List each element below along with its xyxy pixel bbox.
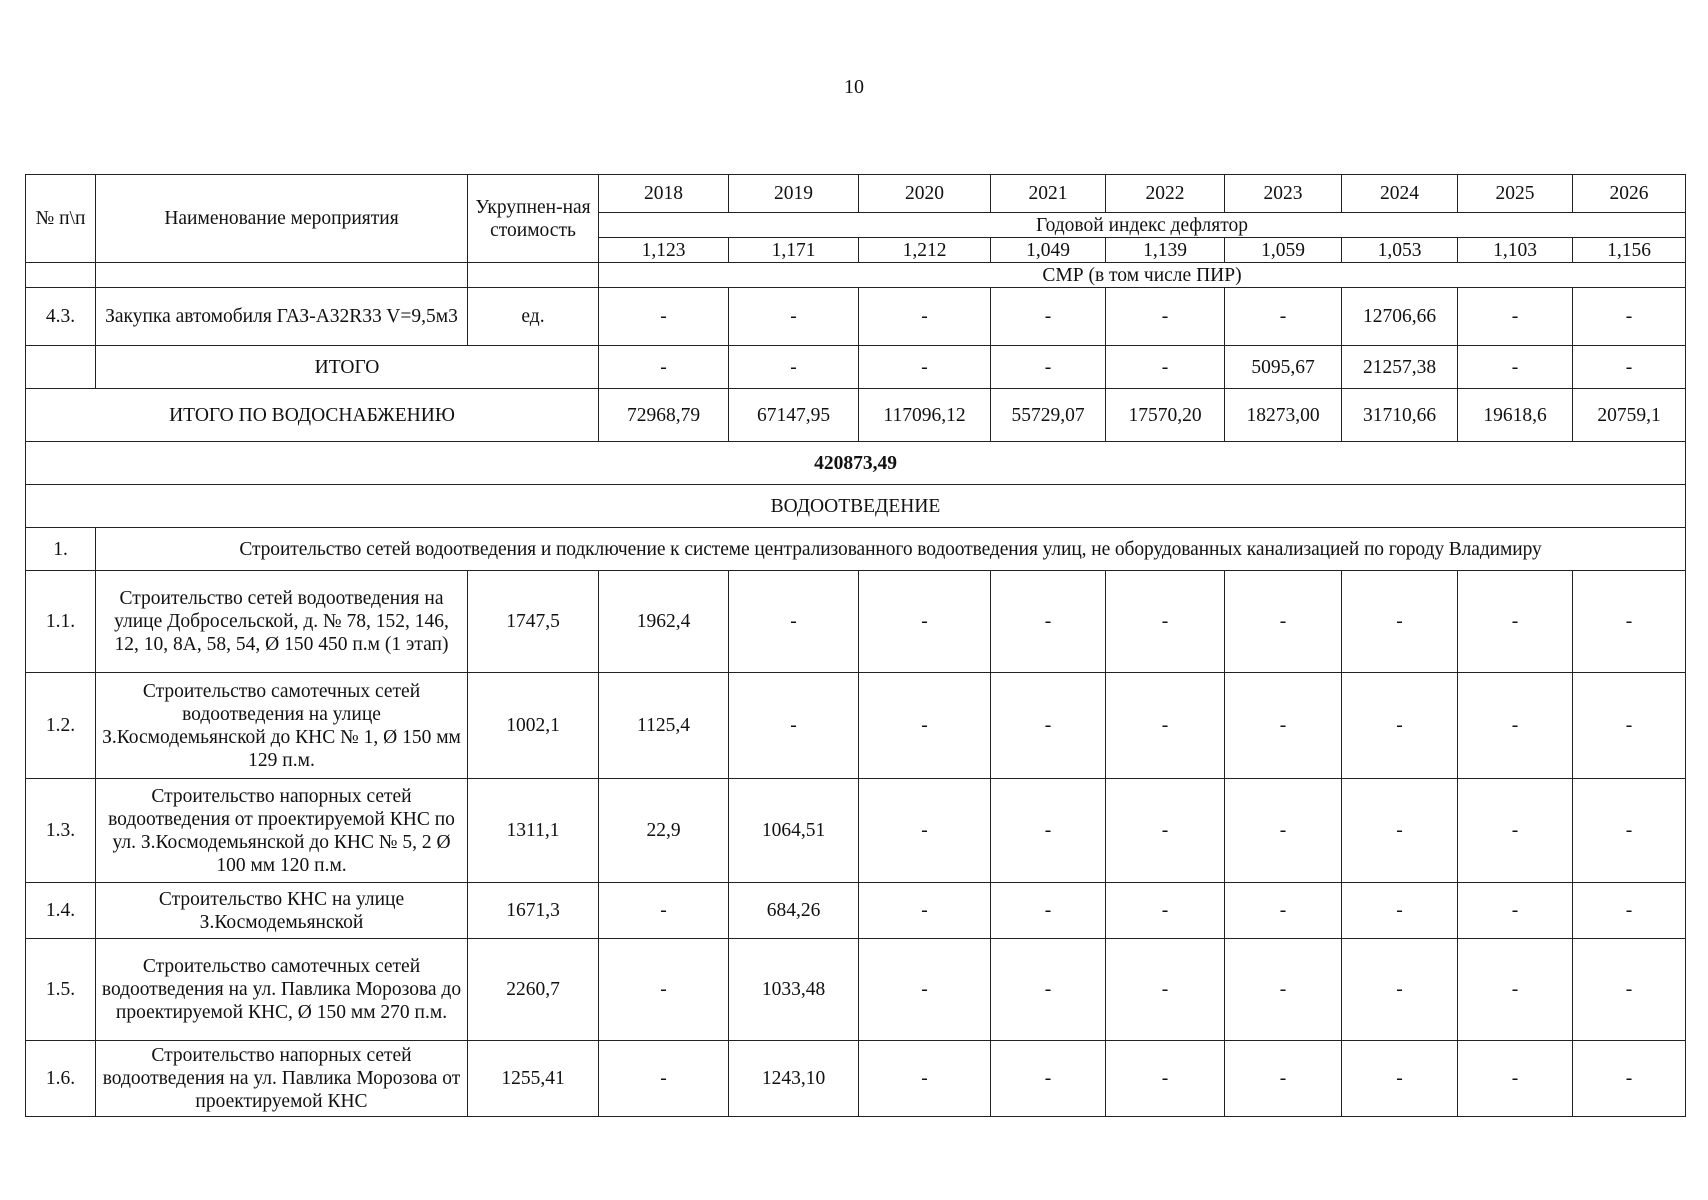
smr-label: СМР (в том числе ПИР) (599, 263, 1686, 288)
row-value: - (1573, 883, 1686, 939)
deflator-value: 1,049 (991, 238, 1106, 263)
row-value: - (599, 1041, 729, 1117)
subtotal-row (26, 346, 1686, 389)
row-value: - (729, 673, 859, 779)
row-value: - (1225, 571, 1342, 673)
row-value: - (1573, 939, 1686, 1041)
row-value: - (1106, 779, 1225, 883)
water-supply-total-value: 19618,6 (1458, 389, 1573, 442)
row-value: - (1458, 1041, 1573, 1117)
row-value: - (1458, 288, 1573, 346)
row-value: - (1225, 1041, 1342, 1117)
row-value: 22,9 (599, 779, 729, 883)
row-cost: 1255,41 (468, 1041, 599, 1117)
row-name: Строительство КНС на улице З.Космодемьянской (96, 883, 468, 939)
section-title: ВОДООТВЕДЕНИЕ (26, 485, 1686, 528)
row-number: 1.6. (26, 1041, 96, 1117)
row-value: - (1225, 939, 1342, 1041)
row-name: Строительство самотечных сетей водоотведения на ул. Павлика Морозова до проектируемой КНС, Ø 150 мм 270 п.м. (96, 939, 468, 1041)
row-value: - (1342, 571, 1458, 673)
deflator-value: 1,212 (859, 238, 991, 263)
row-number: 1.1. (26, 571, 96, 673)
row-value: 1033,48 (729, 939, 859, 1041)
table-row (26, 1041, 1686, 1117)
empty-cell (96, 263, 468, 288)
table-row (26, 288, 1686, 346)
water-supply-total-value: 31710,66 (1342, 389, 1458, 442)
row-number: 1.2. (26, 673, 96, 779)
row-name: Строительство самотечных сетей водоотведения на улице З.Космодемьянской до КНС № 1, Ø 150 мм 129 п.м. (96, 673, 468, 779)
row-value: - (1106, 1041, 1225, 1117)
year-header: 2026 (1573, 175, 1686, 213)
empty-cell (26, 346, 96, 389)
row-value: - (1458, 673, 1573, 779)
row-value: - (1458, 779, 1573, 883)
year-header: 2022 (1106, 175, 1225, 213)
grand-total: 420873,49 (26, 442, 1686, 485)
subtotal-value: - (991, 346, 1106, 389)
water-supply-total-value: 67147,95 (729, 389, 859, 442)
deflator-value: 1,156 (1573, 238, 1686, 263)
row-number: 1.5. (26, 939, 96, 1041)
page-number: 10 (844, 76, 864, 98)
row-value: - (1106, 939, 1225, 1041)
table-row (26, 779, 1686, 883)
empty-cell (468, 263, 599, 288)
row-cost: 1311,1 (468, 779, 599, 883)
row-value: - (1573, 1041, 1686, 1117)
row-value: - (1573, 288, 1686, 346)
row-value: - (599, 939, 729, 1041)
row-cost: ед. (468, 288, 599, 346)
row-value: - (991, 883, 1106, 939)
row-value: 12706,66 (1342, 288, 1458, 346)
row-value: - (1225, 673, 1342, 779)
water-supply-total-row (26, 389, 1686, 442)
row-value: - (1342, 883, 1458, 939)
water-supply-total-value: 117096,12 (859, 389, 991, 442)
row-name: Строительство напорных сетей водоотведения от проектируемой КНС по ул. З.Космодемьянской до КНС № 5, 2 Ø 100 мм 120 п.м. (96, 779, 468, 883)
subtotal-value: - (729, 346, 859, 389)
table-row (26, 673, 1686, 779)
row-value: - (991, 1041, 1106, 1117)
subtotal-value: - (1573, 346, 1686, 389)
year-header: 2020 (859, 175, 991, 213)
year-header: 2019 (729, 175, 859, 213)
row-value: 1064,51 (729, 779, 859, 883)
subtotal-value: 21257,38 (1342, 346, 1458, 389)
row-value: - (1225, 883, 1342, 939)
year-header: 2024 (1342, 175, 1458, 213)
table-row (26, 571, 1686, 673)
row-value: - (1106, 673, 1225, 779)
group-row (26, 528, 1686, 571)
row-cost: 1671,3 (468, 883, 599, 939)
row-name: Строительство напорных сетей водоотведения на ул. Павлика Морозова от проектируемой КНС (96, 1041, 468, 1117)
year-header: 2023 (1225, 175, 1342, 213)
row-value: - (1573, 673, 1686, 779)
deflator-value: 1,059 (1225, 238, 1342, 263)
water-supply-total-value: 20759,1 (1573, 389, 1686, 442)
row-value: - (729, 288, 859, 346)
empty-cell (26, 263, 96, 288)
row-value: - (599, 883, 729, 939)
row-value: - (1458, 939, 1573, 1041)
water-supply-total-value: 18273,00 (1225, 389, 1342, 442)
row-value: - (599, 288, 729, 346)
row-value: - (1342, 779, 1458, 883)
deflator-value: 1,139 (1106, 238, 1225, 263)
subtotal-value: - (599, 346, 729, 389)
water-supply-total-value: 72968,79 (599, 389, 729, 442)
row-value: - (859, 1041, 991, 1117)
col-header-name: Наименование мероприятия (96, 175, 468, 263)
group-number: 1. (26, 528, 96, 571)
group-name: Строительство сетей водоотведения и подключение к системе централизованного водоотведения улиц, не оборудованных канализацией по городу Владимиру (96, 528, 1686, 571)
table-row (26, 883, 1686, 939)
table-row (26, 939, 1686, 1041)
row-value: - (729, 571, 859, 673)
subtotal-label: ИТОГО (96, 346, 599, 389)
deflator-value: 1,123 (599, 238, 729, 263)
water-supply-total-label: ИТОГО ПО ВОДОСНАБЖЕНИЮ (26, 389, 599, 442)
year-header: 2018 (599, 175, 729, 213)
row-value: - (1342, 673, 1458, 779)
water-supply-total-value: 55729,07 (991, 389, 1106, 442)
subtotal-value: 5095,67 (1225, 346, 1342, 389)
row-cost: 1747,5 (468, 571, 599, 673)
row-value: - (1106, 883, 1225, 939)
row-value: - (859, 883, 991, 939)
subtotal-value: - (1458, 346, 1573, 389)
row-value: 1125,4 (599, 673, 729, 779)
row-value: - (859, 673, 991, 779)
row-cost: 1002,1 (468, 673, 599, 779)
row-value: - (1106, 288, 1225, 346)
col-header-cost: Укрупнен-ная стоимость (468, 175, 599, 263)
deflator-value: 1,053 (1342, 238, 1458, 263)
row-value: - (1225, 288, 1342, 346)
row-cost: 2260,7 (468, 939, 599, 1041)
year-header: 2025 (1458, 175, 1573, 213)
row-number: 4.3. (26, 288, 96, 346)
row-value: - (859, 939, 991, 1041)
row-value: - (1225, 779, 1342, 883)
row-number: 1.3. (26, 779, 96, 883)
row-number: 1.4. (26, 883, 96, 939)
deflator-label: Годовой индекс дефлятор (599, 213, 1686, 238)
row-value: - (1573, 571, 1686, 673)
row-value: 1243,10 (729, 1041, 859, 1117)
row-value: - (859, 571, 991, 673)
row-value: - (991, 939, 1106, 1041)
row-value: - (1573, 779, 1686, 883)
row-name: Закупка автомобиля ГАЗ-А32R33 V=9,5м3 (96, 288, 468, 346)
row-value: - (1342, 939, 1458, 1041)
row-name: Строительство сетей водоотведения на улице Добросельской, д. № 78, 152, 146, 12, 10, 8А, 58, 54, Ø 150 450 п.м (1 этап) (96, 571, 468, 673)
row-value: - (1106, 571, 1225, 673)
row-value: - (991, 779, 1106, 883)
deflator-value: 1,103 (1458, 238, 1573, 263)
row-value: - (991, 673, 1106, 779)
col-header-number: № п\п (26, 175, 96, 263)
subtotal-value: - (859, 346, 991, 389)
row-value: - (859, 288, 991, 346)
deflator-value: 1,171 (729, 238, 859, 263)
row-value: - (1342, 1041, 1458, 1117)
subtotal-value: - (1106, 346, 1225, 389)
row-value: - (1458, 571, 1573, 673)
row-value: - (1458, 883, 1573, 939)
row-value: - (991, 571, 1106, 673)
water-supply-total-value: 17570,20 (1106, 389, 1225, 442)
row-value: 684,26 (729, 883, 859, 939)
year-header: 2021 (991, 175, 1106, 213)
investment-table (25, 174, 1686, 1117)
row-value: 1962,4 (599, 571, 729, 673)
row-value: - (991, 288, 1106, 346)
row-value: - (859, 779, 991, 883)
